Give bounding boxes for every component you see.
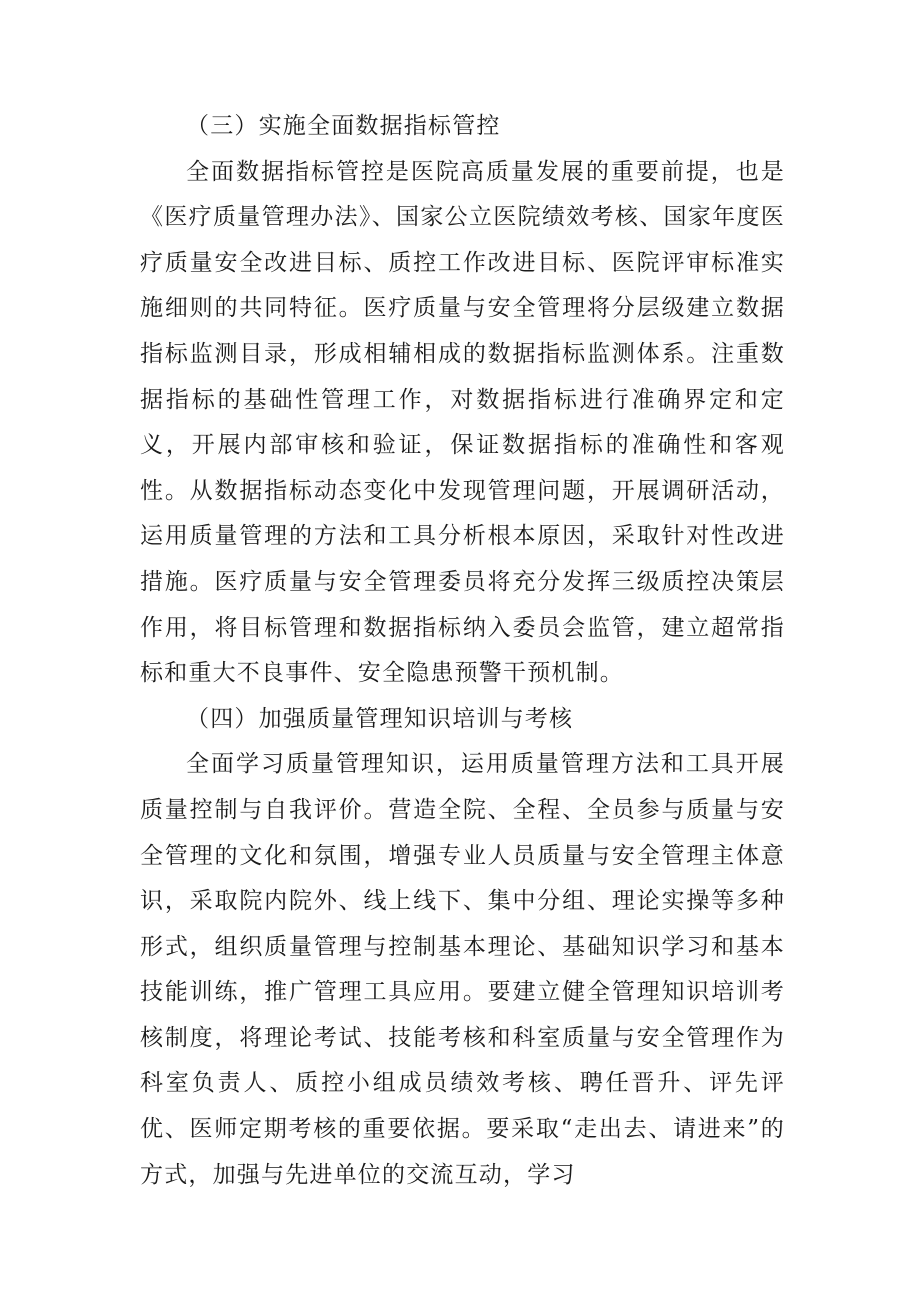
document-body: [140, 104, 785, 1198]
section-3-heading: （三）实施全面数据指标管控: [186, 113, 501, 139]
section-4-paragraph: 全面学习质量管理知识，运用质量管理方法和工具开展质量控制与自我评价。营造全院、全程、全员参与质量与安全管理的文化和氛围，增强专业人员质量与安全管理主体意识，采取院内院外、线上线下、集中分组、理论实操等多种形式，组织质量管理与控制基本理论、基础知识学习和基本技能训练，推广管理工具应用。要建立健全管理知识培训考核制度，将理论考试、技能考核和科室质量与安全管理作为科室负责人、质控小组成员绩效考核、聘任晋升、评先评优、医师定期考核的重要依据。要采取“走出去、请进来”的方式，加强与先进单位的交流互动，学习: [140, 751, 785, 1188]
section-4-heading: （四）加强质量管理知识培训与考核: [186, 705, 574, 732]
section-3-paragraph: 全面数据指标管控是医院高质量发展的重要前提，也是《医疗质量管理办法》、国家公立医院绩效考核、国家年度医疗质量安全改进目标、质控工作改进目标、医院评审标准实施细则的共同特征。医疗质量与安全管理将分层级建立数据指标监测目录，形成相辅相成的数据指标监测体系。注重数据指标的基础性管理工作，对数据指标进行准确界定和定义，开展内部审核和验证，保证数据指标的准确性和客观性。从数据指标动态变化中发现管理问题，开展调研活动，运用质量管理的方法和工具分析根本原因，采取针对性改进措施。医疗质量与安全管理委员将充分发挥三级质控决策层作用，将目标管理和数据指标纳入委员会监管，建立超常指标和重大不良事件、安全隐患预警干预机制。: [140, 158, 785, 687]
